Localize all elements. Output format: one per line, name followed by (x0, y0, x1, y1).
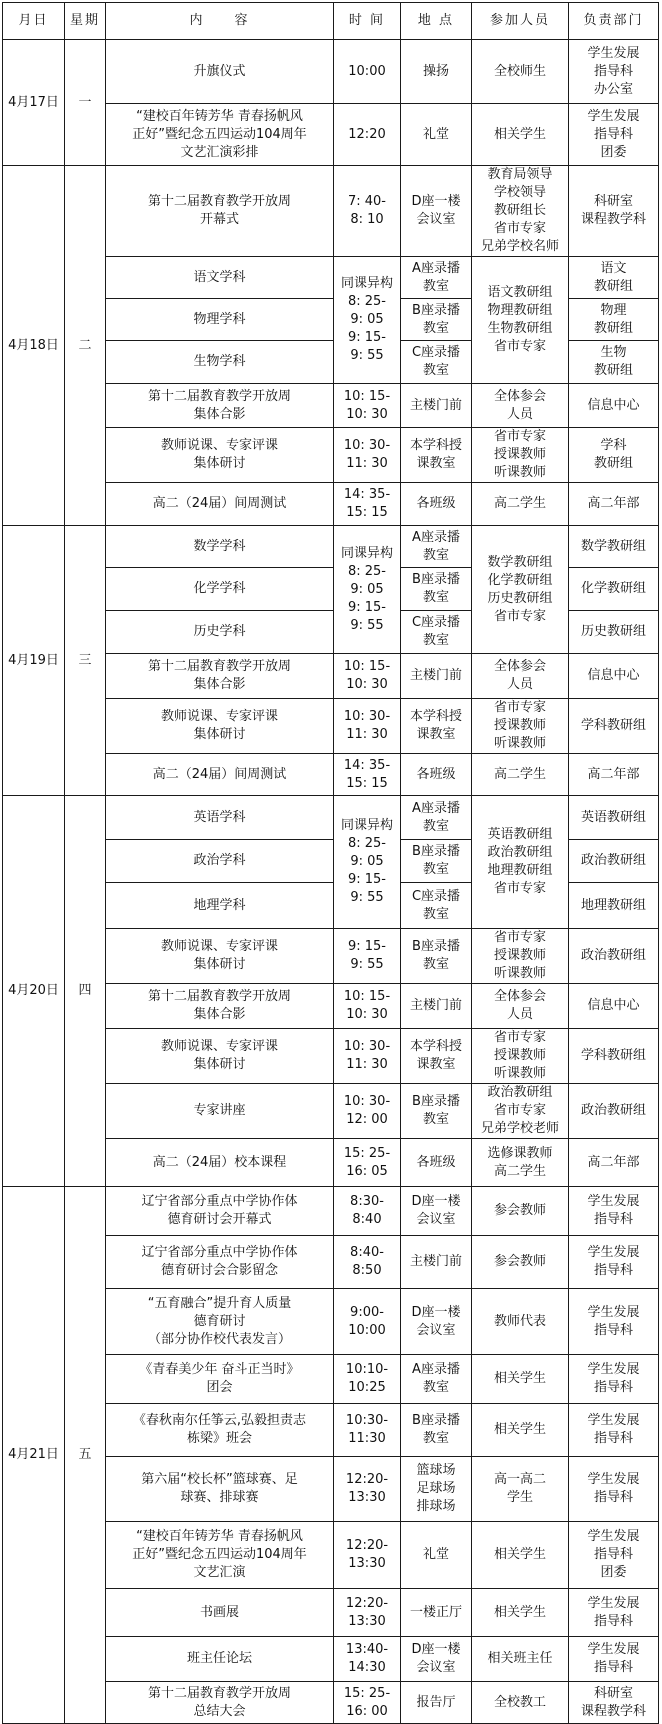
department-cell: 学生发展 指导科 (569, 1187, 659, 1236)
department-cell: 信息中心 (569, 654, 659, 699)
content-cell: 辽宁省部分重点中学协作体 德育研讨会开幕式 (106, 1187, 334, 1236)
participants-cell: 相关学生 (472, 104, 569, 166)
place-cell: A座录播 教室 (401, 1355, 472, 1404)
weekday-cell: 五 (65, 1187, 106, 1724)
content-cell: 物理学科 (106, 299, 334, 341)
department-cell: 化学教研组 (569, 568, 659, 611)
department-cell: 历史教研组 (569, 611, 659, 654)
department-cell: 学生发展 指导科 (569, 1457, 659, 1522)
header-date: 月日 (3, 3, 65, 40)
time-cell: 12:20 (334, 104, 401, 166)
participants-cell: 选修课教师 高二学生 (472, 1139, 569, 1187)
place-cell: 本学科授 课教室 (401, 1029, 472, 1084)
place-cell: 本学科授 课教室 (401, 428, 472, 483)
content-cell: 语文学科 (106, 257, 334, 299)
time-cell: 7: 40- 8: 10 (334, 166, 401, 257)
place-cell: D座一楼 会议室 (401, 1637, 472, 1682)
place-cell: 礼堂 (401, 1522, 472, 1589)
place-cell: B座录播 教室 (401, 299, 472, 341)
weekday-cell: 二 (65, 166, 106, 526)
time-cell: 14: 35- 15: 15 (334, 483, 401, 526)
content-cell: 历史学科 (106, 611, 334, 654)
time-cell: 12:20- 13:30 (334, 1457, 401, 1522)
time-cell: 14: 35- 15: 15 (334, 754, 401, 796)
participants-cell: 全体参会 人员 (472, 384, 569, 428)
place-cell: 各班级 (401, 1139, 472, 1187)
time-cell: 13:40- 14:30 (334, 1637, 401, 1682)
weekday-cell: 四 (65, 796, 106, 1187)
content-cell: 专家讲座 (106, 1084, 334, 1139)
place-cell: D座一楼 会议室 (401, 166, 472, 257)
participants-cell: 全校师生 (472, 40, 569, 104)
date-cell: 4月18日 (3, 166, 65, 526)
time-cell: 15: 25- 16: 00 (334, 1682, 401, 1724)
time-cell: 8:40- 8:50 (334, 1236, 401, 1289)
content-cell: 英语学科 (106, 796, 334, 840)
participants-cell: 英语教研组 政治教研组 地理教研组 省市专家 (472, 796, 569, 929)
table-row (3, 796, 659, 840)
participants-cell: 高二学生 (472, 754, 569, 796)
department-cell: 学生发展 指导科 (569, 1404, 659, 1457)
content-cell: 教师说课、专家评课 集体研讨 (106, 699, 334, 754)
place-cell: 报告厅 (401, 1682, 472, 1724)
header-time: 时 间 (334, 3, 401, 40)
place-cell: 操扬 (401, 40, 472, 104)
content-cell: 高二（24届）校本课程 (106, 1139, 334, 1187)
table-row (3, 526, 659, 568)
place-cell: 主楼门前 (401, 984, 472, 1029)
department-cell: 政治教研组 (569, 840, 659, 883)
content-cell: 升旗仪式 (106, 40, 334, 104)
department-cell: 学科教研组 (569, 699, 659, 754)
place-cell: D座一楼 会议室 (401, 1187, 472, 1236)
time-cell: 10:10- 10:25 (334, 1355, 401, 1404)
department-cell: 物理 教研组 (569, 299, 659, 341)
participants-cell: 省市专家 授课教师 听课教师 (472, 699, 569, 754)
place-cell: 本学科授 课教室 (401, 699, 472, 754)
content-cell: 教师说课、专家评课 集体研讨 (106, 1029, 334, 1084)
participants-cell: 省市专家 授课教师 听课教师 (472, 929, 569, 984)
place-cell: 篮球场 足球场 排球场 (401, 1457, 472, 1522)
time-cell: 10: 30- 12: 00 (334, 1084, 401, 1139)
place-cell: 主楼门前 (401, 1236, 472, 1289)
place-cell: B座录播 教室 (401, 929, 472, 984)
place-cell: B座录播 教室 (401, 840, 472, 883)
department-cell: 高二年部 (569, 754, 659, 796)
participants-cell: 全校教工 (472, 1682, 569, 1724)
date-cell: 4月21日 (3, 1187, 65, 1724)
content-cell: 化学学科 (106, 568, 334, 611)
time-cell: 同课异构 8: 25- 9: 05 9: 15- 9: 55 (334, 526, 401, 654)
content-cell: 第十二届教育教学开放周 集体合影 (106, 654, 334, 699)
department-cell: 学生发展 指导科 (569, 1637, 659, 1682)
place-cell: A座录播 教室 (401, 526, 472, 568)
content-cell: 生物学科 (106, 341, 334, 384)
department-cell: 数学教研组 (569, 526, 659, 568)
place-cell: A座录播 教室 (401, 796, 472, 840)
time-cell: 10: 30- 11: 30 (334, 1029, 401, 1084)
participants-cell: 全体参会 人员 (472, 654, 569, 699)
place-cell: B座录播 教室 (401, 1084, 472, 1139)
time-cell: 8:30- 8:40 (334, 1187, 401, 1236)
place-cell: C座录播 教室 (401, 611, 472, 654)
date-cell: 4月19日 (3, 526, 65, 796)
department-cell: 学生发展 指导科 (569, 1355, 659, 1404)
content-cell: 第十二届教育教学开放周 集体合影 (106, 384, 334, 428)
participants-cell: 相关学生 (472, 1522, 569, 1589)
participants-cell: 参会教师 (472, 1236, 569, 1289)
weekday-cell: 一 (65, 40, 106, 166)
participants-cell: 数学教研组 化学教研组 历史教研组 省市专家 (472, 526, 569, 654)
participants-cell: 全体参会 人员 (472, 984, 569, 1029)
department-cell: 英语教研组 (569, 796, 659, 840)
header-weekday: 星期 (65, 3, 106, 40)
time-cell: 9: 15- 9: 55 (334, 929, 401, 984)
weekday-cell: 三 (65, 526, 106, 796)
content-cell: 教师说课、专家评课 集体研讨 (106, 428, 334, 483)
participants-cell: 相关学生 (472, 1355, 569, 1404)
header-content: 内 容 (106, 3, 334, 40)
participants-cell: 高二学生 (472, 483, 569, 526)
header-row (3, 3, 659, 40)
department-cell: 学生发展 指导科 (569, 1589, 659, 1637)
time-cell: 同课异构 8: 25- 9: 05 9: 15- 9: 55 (334, 257, 401, 384)
header-participants: 参加人员 (472, 3, 569, 40)
department-cell: 高二年部 (569, 1139, 659, 1187)
place-cell: 各班级 (401, 754, 472, 796)
schedule-table (2, 2, 659, 1724)
place-cell: 各班级 (401, 483, 472, 526)
place-cell: C座录播 教室 (401, 883, 472, 929)
department-cell: 政治教研组 (569, 1084, 659, 1139)
department-cell: 学生发展 指导科 团委 (569, 1522, 659, 1589)
place-cell: 主楼门前 (401, 654, 472, 699)
time-cell: 同课异构 8: 25- 9: 05 9: 15- 9: 55 (334, 796, 401, 929)
table-row (3, 166, 659, 257)
time-cell: 10: 30- 11: 30 (334, 699, 401, 754)
department-cell: 科研室 课程教学科 (569, 166, 659, 257)
table-row (3, 40, 659, 104)
participants-cell: 参会教师 (472, 1187, 569, 1236)
time-cell: 10:30- 11:30 (334, 1404, 401, 1457)
time-cell: 12:20- 13:30 (334, 1522, 401, 1589)
participants-cell: 高一高二 学生 (472, 1457, 569, 1522)
place-cell: C座录播 教室 (401, 341, 472, 384)
department-cell: 语文 教研组 (569, 257, 659, 299)
date-cell: 4月20日 (3, 796, 65, 1187)
participants-cell: 教师代表 (472, 1289, 569, 1355)
department-cell: 学生发展 指导科 团委 (569, 104, 659, 166)
content-cell: 数学学科 (106, 526, 334, 568)
place-cell: 礼堂 (401, 104, 472, 166)
department-cell: 生物 教研组 (569, 341, 659, 384)
participants-cell: 相关学生 (472, 1589, 569, 1637)
date-cell: 4月17日 (3, 40, 65, 166)
participants-cell: 政治教研组 省市专家 兄弟学校老师 (472, 1084, 569, 1139)
participants-cell: 语文教研组 物理教研组 生物教研组 省市专家 (472, 257, 569, 384)
content-cell: 第十二届教育教学开放周 集体合影 (106, 984, 334, 1029)
participants-cell: 教育局领导 学校领导 教研组长 省市专家 兄弟学校名师 (472, 166, 569, 257)
place-cell: D座一楼 会议室 (401, 1289, 472, 1355)
content-cell: 教师说课、专家评课 集体研讨 (106, 929, 334, 984)
header-place: 地 点 (401, 3, 472, 40)
time-cell: 10: 30- 11: 30 (334, 428, 401, 483)
participants-cell: 省市专家 授课教师 听课教师 (472, 428, 569, 483)
content-cell: 高二（24届）间周测试 (106, 754, 334, 796)
department-cell: 高二年部 (569, 483, 659, 526)
content-cell: 第十二届教育教学开放周 总结大会 (106, 1682, 334, 1724)
department-cell: 地理教研组 (569, 883, 659, 929)
time-cell: 10: 15- 10: 30 (334, 654, 401, 699)
content-cell: 《青春美少年 奋斗正当时》 团会 (106, 1355, 334, 1404)
department-cell: 学生发展 指导科 办公室 (569, 40, 659, 104)
department-cell: 科研室 课程教学科 (569, 1682, 659, 1724)
place-cell: 主楼门前 (401, 384, 472, 428)
content-cell: “五育融合”提升育人质量 德育研讨 （部分协作校代表发言） (106, 1289, 334, 1355)
content-cell: 第六届“校长杯”篮球赛、足 球赛、排球赛 (106, 1457, 334, 1522)
content-cell: “建校百年铸芳华 青春扬帆风 正好”暨纪念五四运动104周年 文艺汇演彩排 (106, 104, 334, 166)
content-cell: “建校百年铸芳华 青春扬帆风 正好”暨纪念五四运动104周年 文艺汇演 (106, 1522, 334, 1589)
content-cell: 书画展 (106, 1589, 334, 1637)
table-row (3, 1187, 659, 1236)
content-cell: 班主任论坛 (106, 1637, 334, 1682)
department-cell: 学生发展 指导科 (569, 1289, 659, 1355)
place-cell: B座录播 教室 (401, 1404, 472, 1457)
time-cell: 15: 25- 16: 05 (334, 1139, 401, 1187)
participants-cell: 相关班主任 (472, 1637, 569, 1682)
place-cell: 一楼正厅 (401, 1589, 472, 1637)
time-cell: 10: 15- 10: 30 (334, 984, 401, 1029)
department-cell: 信息中心 (569, 384, 659, 428)
participants-cell: 相关学生 (472, 1404, 569, 1457)
content-cell: 辽宁省部分重点中学协作体 德育研讨会合影留念 (106, 1236, 334, 1289)
place-cell: A座录播 教室 (401, 257, 472, 299)
content-cell: 政治学科 (106, 840, 334, 883)
participants-cell: 省市专家 授课教师 听课教师 (472, 1029, 569, 1084)
department-cell: 学生发展 指导科 (569, 1236, 659, 1289)
department-cell: 学科 教研组 (569, 428, 659, 483)
department-cell: 政治教研组 (569, 929, 659, 984)
content-cell: 地理学科 (106, 883, 334, 929)
time-cell: 10:00 (334, 40, 401, 104)
time-cell: 10: 15- 10: 30 (334, 384, 401, 428)
department-cell: 信息中心 (569, 984, 659, 1029)
department-cell: 学科教研组 (569, 1029, 659, 1084)
content-cell: 高二（24届）间周测试 (106, 483, 334, 526)
time-cell: 9:00- 10:00 (334, 1289, 401, 1355)
header-department: 负责部门 (569, 3, 659, 40)
content-cell: 第十二届教育教学开放周 开幕式 (106, 166, 334, 257)
place-cell: B座录播 教室 (401, 568, 472, 611)
time-cell: 12:20- 13:30 (334, 1589, 401, 1637)
content-cell: 《春秋南尔任筝云,弘毅担责志 栋梁》班会 (106, 1404, 334, 1457)
